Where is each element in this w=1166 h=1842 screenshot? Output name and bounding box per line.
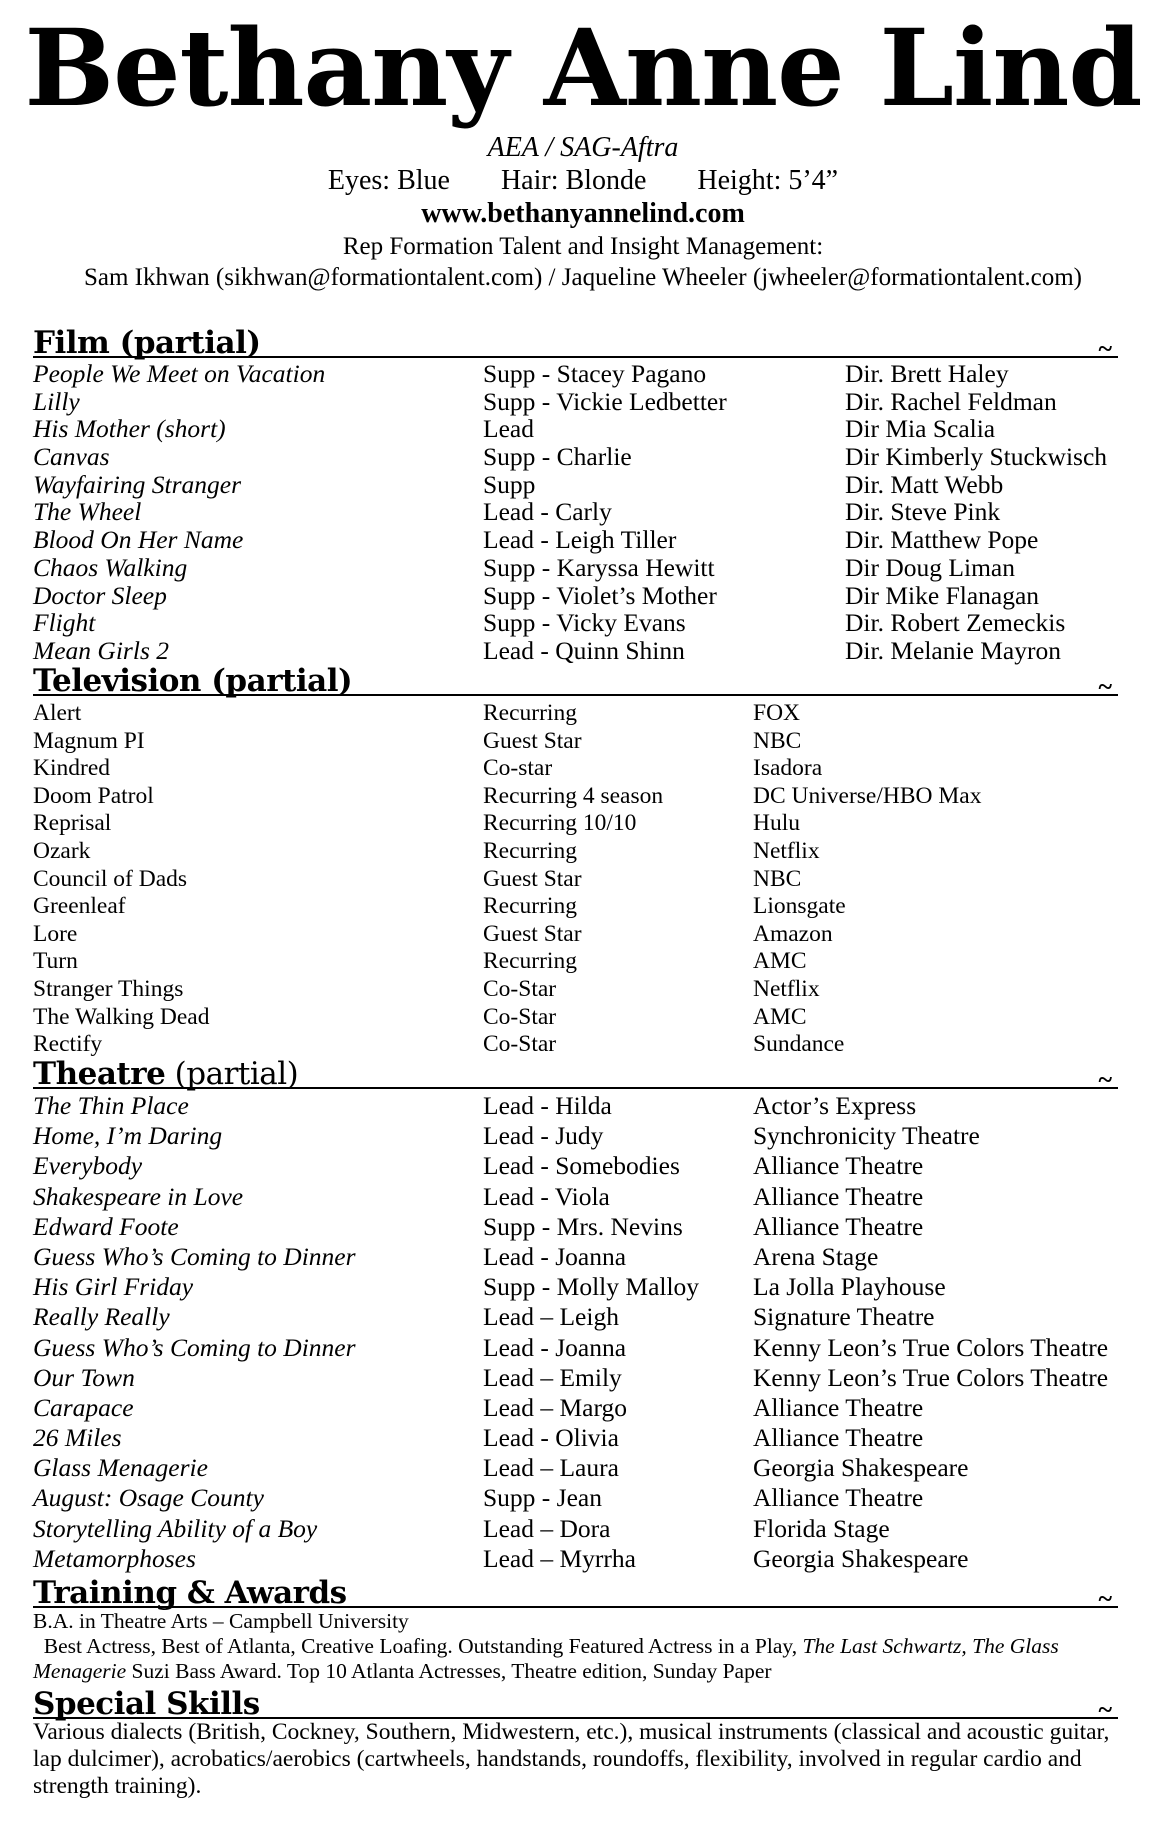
- credit-row: [33, 837, 1143, 865]
- training-section-header: [33, 1568, 1118, 1613]
- representation: Rep Formation Talent and Insight Management:: [342, 233, 824, 260]
- credit-venue: Hulu: [753, 810, 800, 837]
- credit-venue: Georgia Shakespeare: [753, 1543, 969, 1573]
- film-section-title: Film (partial): [33, 325, 261, 361]
- credit-role: Supp - Jean: [483, 1483, 602, 1513]
- credit-venue: Signature Theatre: [753, 1302, 935, 1332]
- credit-row: [33, 471, 1143, 499]
- television-credits-list: [33, 699, 1143, 1058]
- credit-venue: Amazon: [753, 920, 833, 947]
- credit-row: [33, 1483, 1143, 1513]
- credit-title: People We Meet on Vacation: [33, 359, 326, 388]
- credit-venue: Dir. Robert Zemeckis: [845, 608, 1066, 638]
- training-section-title: Training & Awards: [33, 1575, 347, 1611]
- credit-row: [33, 1212, 1143, 1242]
- theatre-section-title: [33, 1057, 298, 1091]
- hair-color: Hair: Blonde: [500, 165, 647, 196]
- credit-venue: DC Universe/HBO Max: [753, 782, 982, 809]
- credit-venue: Dir. Melanie Mayron: [845, 635, 1061, 665]
- credit-row: [33, 360, 1143, 388]
- credit-role: Supp - Vicky Evans: [483, 608, 686, 638]
- credit-title: Mean Girls 2: [33, 635, 169, 665]
- credit-title: Greenleaf: [33, 893, 126, 920]
- credit-venue: Dir. Rachel Feldman: [845, 386, 1057, 416]
- credit-venue: Dir. Matt Webb: [845, 469, 1004, 499]
- credit-role: Lead - Olivia: [483, 1423, 619, 1453]
- credit-title: Rectify: [33, 1031, 103, 1058]
- credit-title: Canvas: [33, 442, 110, 472]
- credit-role: Lead – Leigh: [483, 1302, 619, 1332]
- credit-venue: Dir Mia Scalia: [845, 414, 996, 444]
- skills-section-header: [33, 1679, 1118, 1724]
- credit-role: Recurring: [483, 893, 577, 920]
- credit-row: [33, 782, 1143, 810]
- credit-venue: Alliance Theatre: [753, 1151, 924, 1181]
- credit-role: Supp - Mrs. Nevins: [483, 1211, 683, 1241]
- credit-row: [33, 415, 1143, 443]
- credit-title: Guess Who’s Coming to Dinner: [33, 1332, 356, 1362]
- credit-role: Guest Star: [483, 865, 582, 892]
- credit-title: Shakespeare in Love: [33, 1181, 244, 1211]
- credit-title: Our Town: [33, 1362, 135, 1392]
- credit-row: [33, 1423, 1143, 1453]
- height: Height: 5’4”: [697, 165, 839, 196]
- credit-role: Lead - Quinn Shinn: [483, 635, 685, 665]
- credit-role: Lead - Viola: [483, 1181, 610, 1211]
- credit-role: Co-Star: [483, 1031, 557, 1058]
- credit-row: [33, 1182, 1143, 1212]
- credit-row: [33, 1453, 1143, 1483]
- credit-title: Edward Foote: [33, 1211, 179, 1241]
- credit-role: Lead - Hilda: [483, 1091, 612, 1120]
- credit-title: Doom Patrol: [33, 782, 154, 809]
- credit-venue: Alliance Theatre: [753, 1211, 924, 1241]
- credit-venue: Lionsgate: [753, 893, 846, 920]
- tilde-mark: ~: [1098, 334, 1112, 363]
- credit-role: Lead - Leigh Tiller: [483, 525, 677, 555]
- credit-row: [33, 1091, 1143, 1121]
- credit-role: Lead - Joanna: [483, 1241, 627, 1271]
- credit-role: Lead - Judy: [483, 1121, 604, 1151]
- credit-venue: Netflix: [753, 837, 820, 864]
- credit-venue: Sundance: [753, 1031, 845, 1058]
- credit-role: Lead – Emily: [483, 1362, 622, 1392]
- television-section-header: [33, 656, 1118, 701]
- credit-row: [33, 947, 1143, 975]
- credit-role: Co-Star: [483, 975, 557, 1002]
- credit-role: Supp - Violet’s Mother: [483, 580, 717, 610]
- credit-title: Lore: [33, 920, 78, 947]
- credit-title: Glass Menagerie: [33, 1453, 208, 1483]
- credit-venue: Kenny Leon’s True Colors Theatre: [753, 1332, 1109, 1362]
- credit-row: [33, 582, 1143, 610]
- credit-role: Recurring: [483, 837, 577, 864]
- credit-venue: AMC: [753, 1003, 807, 1030]
- credit-title: 26 Miles: [33, 1423, 122, 1453]
- television-section-title: Television (partial): [33, 663, 353, 699]
- credit-venue: Dir. Matthew Pope: [845, 525, 1039, 555]
- film-credits-list: [33, 360, 1143, 665]
- credit-row: [33, 920, 1143, 948]
- credit-role: Supp - Charlie: [483, 442, 632, 472]
- credit-role: Recurring: [483, 700, 577, 726]
- credit-title: Alert: [33, 700, 82, 726]
- skills-section-title: Special Skills: [33, 1686, 260, 1722]
- credit-venue: NBC: [753, 865, 802, 892]
- credit-role: Lead - Joanna: [483, 1332, 627, 1362]
- credit-venue: Synchronicity Theatre: [753, 1121, 980, 1151]
- credit-row: [33, 388, 1143, 416]
- tilde-mark: ~: [1098, 1065, 1112, 1094]
- credit-role: Lead – Margo: [483, 1392, 627, 1422]
- credit-row: [33, 498, 1143, 526]
- credit-title: Storytelling Ability of a Boy: [33, 1513, 318, 1543]
- tilde-mark: ~: [1098, 672, 1112, 701]
- physical-stats: [0, 165, 1166, 197]
- credit-row: [33, 1302, 1143, 1332]
- credit-role: Co-star: [483, 755, 553, 782]
- awards-text: Best Actress, Best of Atlanta, Creative Loafing. Outstanding Featured Actress in a Play, The Last Schwartz, The Glass Menagerie Suzi Bass Award. Top 10 Atlanta Actresses, Theatre edition, Sunday Paper: [33, 1634, 1059, 1683]
- credit-row: [33, 1393, 1143, 1423]
- credit-title: Everybody: [33, 1151, 143, 1181]
- credit-venue: Alliance Theatre: [753, 1392, 924, 1422]
- credit-venue: Dir Mike Flanagan: [845, 580, 1040, 610]
- credit-row: [33, 727, 1143, 755]
- credit-title: Council of Dads: [33, 865, 188, 892]
- credit-title: Chaos Walking: [33, 552, 188, 582]
- credit-venue: Alliance Theatre: [753, 1483, 924, 1513]
- credit-role: Recurring 4 season: [483, 782, 664, 809]
- tilde-mark: ~: [1098, 1584, 1112, 1613]
- credit-venue: Isadora: [753, 755, 823, 782]
- credit-row: [33, 554, 1143, 582]
- credit-role: Co-Star: [483, 1003, 557, 1030]
- credit-row: [33, 809, 1143, 837]
- credit-role: Supp - Karyssa Hewitt: [483, 552, 715, 582]
- credit-row: [33, 865, 1143, 893]
- film-section-header: [33, 318, 1118, 363]
- credit-venue: Alliance Theatre: [753, 1423, 924, 1453]
- training-awards-text: [33, 1609, 1133, 1684]
- credit-role: Lead – Myrrha: [483, 1543, 636, 1573]
- credit-venue: Kenny Leon’s True Colors Theatre: [753, 1362, 1109, 1392]
- credit-venue: AMC: [753, 948, 807, 975]
- credit-role: Supp - Molly Malloy: [483, 1272, 700, 1302]
- credit-role: Guest Star: [483, 727, 582, 754]
- credit-role: Recurring 10/10: [483, 810, 637, 837]
- credit-row: [33, 1514, 1143, 1544]
- credit-title: The Thin Place: [33, 1091, 189, 1120]
- credit-title: Wayfairing Stranger: [33, 469, 242, 499]
- credit-venue: Dir. Brett Haley: [845, 359, 1009, 388]
- credit-row: [33, 892, 1143, 920]
- credit-title: Home, I’m Daring: [33, 1121, 223, 1151]
- credit-venue: NBC: [753, 727, 802, 754]
- credit-title: Blood On Her Name: [33, 525, 244, 555]
- theatre-title-plain: (partial): [165, 1056, 299, 1092]
- credit-role: Supp - Vickie Ledbetter: [483, 386, 727, 416]
- tilde-mark: ~: [1098, 1695, 1112, 1724]
- degree-line: B.A. in Theatre Arts – Campbell University: [33, 1609, 409, 1633]
- credit-role: Lead - Somebodies: [483, 1151, 680, 1181]
- credit-venue: Alliance Theatre: [753, 1181, 924, 1211]
- credit-title: Lilly: [33, 386, 80, 416]
- credit-row: [33, 699, 1143, 727]
- credit-title: The Walking Dead: [33, 1003, 210, 1030]
- credit-venue: Netflix: [753, 975, 820, 1002]
- credit-row: [33, 609, 1143, 637]
- credit-role: Supp - Stacey Pagano: [483, 359, 707, 388]
- credit-role: Lead – Dora: [483, 1513, 611, 1543]
- credit-row: [33, 1151, 1143, 1181]
- special-skills-text: Various dialects (British, Cockney, Southern, Midwestern, etc.), musical instruments (classical and acoustic guitar, lap dulcimer), acrobatics/aerobics (cartwheels, handstands, roundoffs, flexibility, involved in regular cardio and strength training).: [33, 1719, 1110, 1799]
- credit-row: [33, 1363, 1143, 1393]
- credit-role: Recurring: [483, 948, 577, 975]
- credit-venue: Dir Doug Liman: [845, 552, 1015, 582]
- credit-row: [33, 975, 1143, 1003]
- credit-title: Flight: [33, 608, 96, 638]
- credit-title: Stranger Things: [33, 975, 184, 1002]
- agent-contacts: Sam Ikhwan (sikhwan@formationtalent.com) / Jaqueline Wheeler (jwheeler@formationtalent.com): [83, 264, 1083, 291]
- theatre-title-bold: Theatre: [33, 1056, 166, 1092]
- credit-title: Doctor Sleep: [33, 580, 167, 610]
- credit-row: [33, 1333, 1143, 1363]
- credit-row: [33, 1003, 1143, 1031]
- eye-color: Eyes: Blue: [327, 165, 450, 196]
- actor-name: Bethany Anne Lind: [24, 5, 1142, 130]
- credit-title: Carapace: [33, 1392, 134, 1422]
- credit-title: The Wheel: [33, 497, 142, 527]
- credit-title: His Girl Friday: [33, 1272, 194, 1302]
- credit-row: [33, 754, 1143, 782]
- credit-role: Lead: [483, 414, 534, 444]
- credit-venue: Florida Stage: [753, 1513, 890, 1543]
- credit-title: Magnum PI: [33, 727, 145, 754]
- credit-role: Supp: [483, 469, 536, 499]
- credit-row: [33, 1272, 1143, 1302]
- credit-title: Reprisal: [33, 810, 112, 837]
- credit-venue: Georgia Shakespeare: [753, 1453, 969, 1483]
- credit-row: [33, 526, 1143, 554]
- credit-title: Turn: [33, 948, 78, 975]
- website-link[interactable]: www.bethanyannelind.com: [421, 198, 745, 229]
- credit-title: His Mother (short): [33, 414, 226, 444]
- credit-venue: Dir Kimberly Stuckwisch: [845, 442, 1108, 472]
- credit-venue: FOX: [753, 700, 801, 726]
- credit-row: [33, 1121, 1143, 1151]
- theatre-section-header: [33, 1049, 1118, 1094]
- theatre-credits-list: [33, 1091, 1143, 1574]
- credit-title: Ozark: [33, 837, 91, 864]
- credit-row: [33, 1242, 1143, 1272]
- credit-venue: La Jolla Playhouse: [753, 1272, 946, 1302]
- credit-venue: Actor’s Express: [753, 1091, 917, 1120]
- credit-title: Really Really: [33, 1302, 170, 1332]
- credit-role: Guest Star: [483, 920, 582, 947]
- credit-title: Kindred: [33, 755, 111, 782]
- union-affiliation: AEA / SAG-Aftra: [487, 132, 679, 163]
- credit-title: Guess Who’s Coming to Dinner: [33, 1241, 356, 1271]
- credit-title: Metamorphoses: [33, 1543, 196, 1573]
- credit-role: Lead – Laura: [483, 1453, 619, 1483]
- credit-row: [33, 443, 1143, 471]
- credit-role: Lead - Carly: [483, 497, 612, 527]
- credit-venue: Dir. Steve Pink: [845, 497, 1001, 527]
- credit-venue: Arena Stage: [753, 1241, 879, 1271]
- credit-title: August: Osage County: [33, 1483, 264, 1513]
